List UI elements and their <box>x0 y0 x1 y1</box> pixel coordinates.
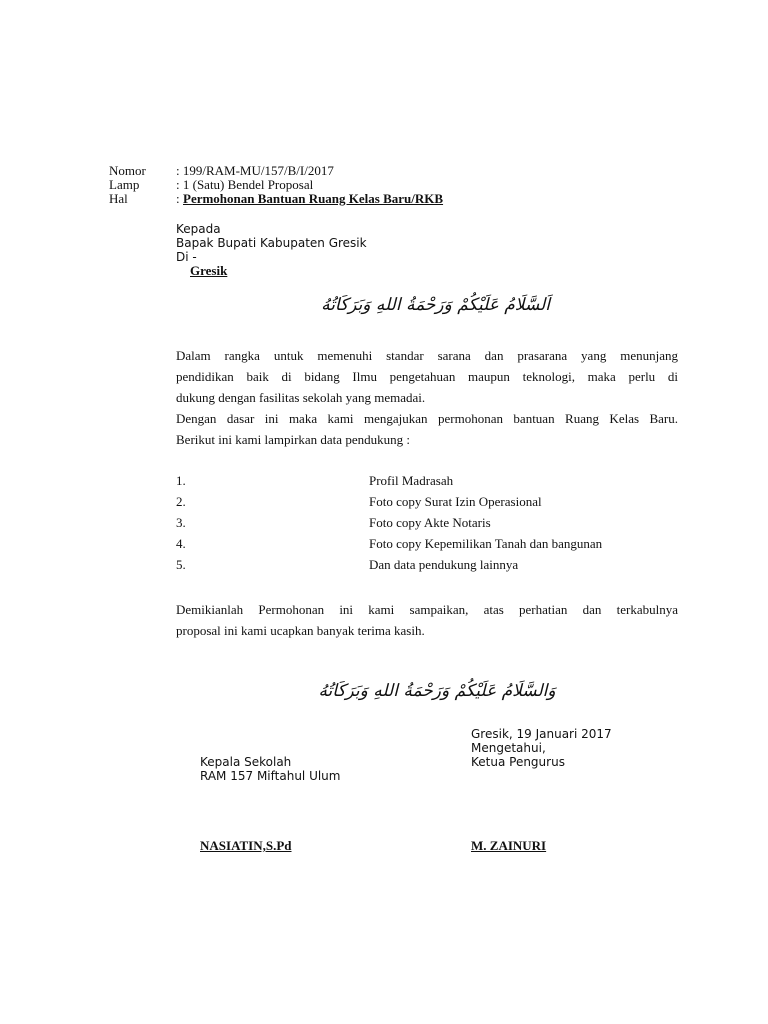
left-signer-name: NASIATIN,S.Pd <box>200 838 292 853</box>
attachment-item: Foto copy Surat Izin Operasional <box>369 494 542 509</box>
attachment-item: Dan data pendukung lainnya <box>369 557 519 572</box>
attachment-number: 3. <box>176 515 186 530</box>
nomor-value: : 199/RAM-MU/157/B/I/2017 <box>176 163 334 178</box>
recipient-kepada: Kepada <box>176 222 221 236</box>
attachment-number: 5. <box>176 557 186 572</box>
paragraph-intro <box>176 345 678 408</box>
paragraph-request-line: Dengan dasar ini maka kami mengajukan permohonan bantuan Ruang Kelas Baru. <box>176 411 678 426</box>
paragraph-closing-line: proposal ini kami ucapkan banyak terima kasih. <box>176 623 425 638</box>
paragraph-intro-line: pendidikan baik di bidang Ilmu pengetahuan maupun teknologi, maka perlu di <box>176 369 678 384</box>
left-signer-title: Kepala Sekolah <box>200 755 292 769</box>
attachment-item: Foto copy Kepemilikan Tanah dan bangunan <box>369 536 603 551</box>
arabic-greeting-close: وَالسَّلَامُ عَلَيْكُمْ وَرَحْمَةُ اللهِ وَبَرَكَاتُهُ <box>318 681 556 701</box>
paragraph-intro-line: dukung dengan fasilitas sekolah yang memadai. <box>176 390 426 405</box>
recipient-name: Bapak Bupati Kabupaten Gresik <box>176 236 367 250</box>
attachment-number: 2. <box>176 494 186 509</box>
right-signer-title: Ketua Pengurus <box>471 755 565 769</box>
attachment-number: 4. <box>176 536 186 551</box>
arabic-greeting-open: اَلسَّلَامُ عَلَيْكُمْ وَرَحْمَةُ اللهِ وَبَرَكَاتُهُ <box>321 295 550 315</box>
left-signer-institution: RAM 157 Miftahul Ulum <box>200 769 341 783</box>
paragraph-closing <box>176 599 678 641</box>
paragraph-closing-line: Demikianlah Permohonan ini kami sampaikan, atas perhatian dan terkabulnya <box>176 602 678 617</box>
recipient-di: Di - <box>176 250 197 264</box>
recipient-city: Gresik <box>190 263 228 278</box>
nomor-label: Nomor <box>109 163 146 178</box>
attachment-item: Profil Madrasah <box>369 473 454 488</box>
hal-label: Hal <box>109 191 128 206</box>
paragraph-request <box>176 408 678 450</box>
paragraph-request-line: Berikut ini kami lampirkan data pendukung : <box>176 432 410 447</box>
place-date: Gresik, 19 Januari 2017 <box>471 727 612 741</box>
hal-colon: : <box>176 191 180 206</box>
right-signer-name: M. ZAINURI <box>471 838 547 853</box>
attachment-item: Foto copy Akte Notaris <box>369 515 491 530</box>
lamp-value: : 1 (Satu) Bendel Proposal <box>176 177 314 192</box>
lamp-label: Lamp <box>109 177 140 192</box>
attachment-number: 1. <box>176 473 186 488</box>
hal-value: Permohonan Bantuan Ruang Kelas Baru/RKB <box>183 191 444 206</box>
mengetahui-label: Mengetahui, <box>471 741 546 755</box>
paragraph-intro-line: Dalam rangka untuk memenuhi standar sarana dan prasarana yang menunjang <box>176 348 678 363</box>
